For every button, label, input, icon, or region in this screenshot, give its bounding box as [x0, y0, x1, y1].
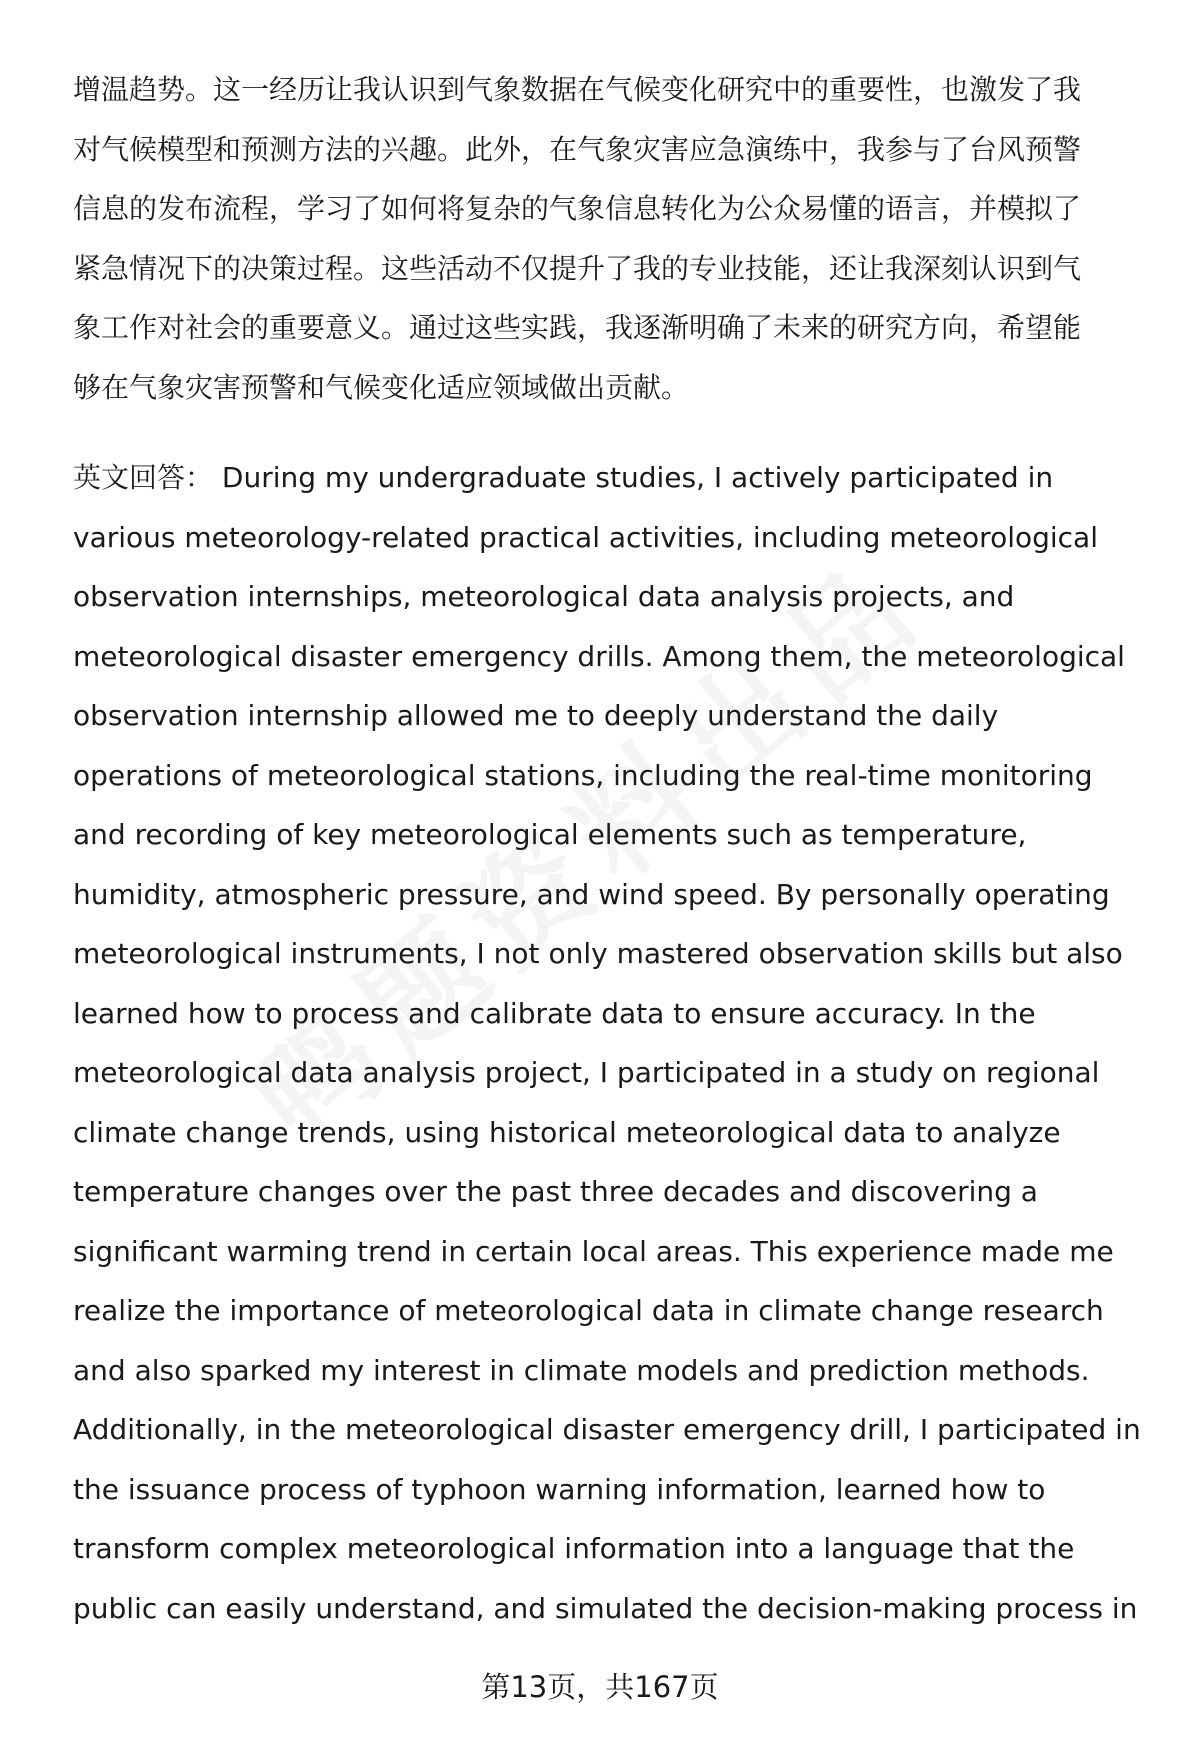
- text-line: temperature changes over the past three decades and discovering a: [73, 1175, 1038, 1208]
- text-line: meteorological data analysis project, I participated in a study on regional: [73, 1056, 1100, 1089]
- text-line: 对气候模型和预测方法的兴趣。此外，在气象灾害应急演练中，我参与了台风预警: [73, 132, 1082, 166]
- text-line: meteorological disaster emergency drills. Among them, the meteorological: [73, 639, 1125, 673]
- text-line: Additionally, in the meteorological disaster emergency drill, I participated in: [73, 1413, 1141, 1446]
- text-line: humidity, atmospheric pressure, and wind speed. By personally operating: [73, 877, 1110, 911]
- text-line: 紧急情况下的决策过程。这些活动不仅提升了我的专业技能，还让我深刻认识到气: [73, 251, 1082, 285]
- text-line: the issuance process of typhoon warning information, learned how to: [73, 1472, 1046, 1506]
- text-line: various meteorology-related practical activities, including meteorological: [73, 520, 1098, 554]
- page-number-footer: 第13页，共167页: [481, 1670, 719, 1704]
- text-line: realize the importance of meteorological data in climate change research: [73, 1294, 1104, 1327]
- text-line: 英文回答： During my undergraduate studies, I actively participated in: [73, 461, 1054, 494]
- text-line: significant warming trend in certain local areas. This experience made me: [73, 1234, 1114, 1268]
- text-line: and recording of key meteorological elements such as temperature,: [73, 818, 1027, 851]
- text-line: meteorological instruments, I not only mastered observation skills but also: [73, 937, 1123, 970]
- text-line: 信息的发布流程，学习了如何将复杂的气象信息转化为公众易懂的语言，并模拟了: [73, 192, 1082, 225]
- text-line: public can easily understand, and simulated the decision-making process in: [73, 1591, 1138, 1625]
- text-line: operations of meteorological stations, including the real-time monitoring: [73, 758, 1093, 792]
- text-line: transform complex meteorological information into a language that the: [73, 1532, 1075, 1565]
- english-answer-paragraph: [73, 448, 1153, 1638]
- text-line: observation internship allowed me to deeply understand the daily: [73, 699, 999, 732]
- chinese-paragraph: [73, 60, 1153, 417]
- text-line: 象工作对社会的重要意义。通过这些实践，我逐渐明确了未来的研究方向，希望能: [73, 311, 1082, 344]
- text-line: climate change trends, using historical meteorological data to analyze: [73, 1115, 1061, 1149]
- text-line: and also sparked my interest in climate models and prediction methods.: [73, 1353, 1090, 1387]
- text-line: learned how to process and calibrate data to ensure accuracy. In the: [73, 996, 1036, 1030]
- text-line: observation internships, meteorological data analysis projects, and: [73, 580, 1015, 613]
- text-line: 增温趋势。这一经历让我认识到气象数据在气候变化研究中的重要性，也激发了我: [73, 73, 1082, 106]
- text-line: 够在气象灾害预警和气候变化适应领域做出贡献。: [73, 370, 690, 404]
